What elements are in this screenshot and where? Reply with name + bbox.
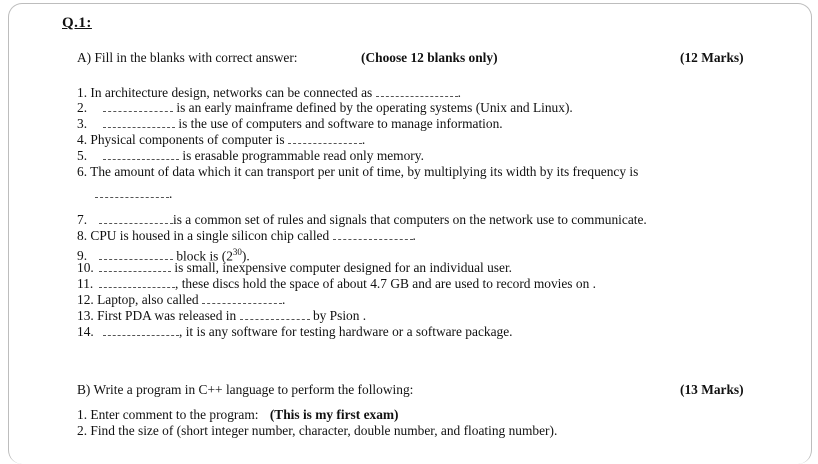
answer-blank bbox=[376, 86, 458, 97]
item-number: 14. bbox=[77, 324, 94, 339]
item-text-end: ). bbox=[241, 248, 250, 264]
answer-blank bbox=[202, 293, 282, 304]
section-b-title: B) Write a program in C++ language to perform the following: bbox=[77, 382, 414, 397]
answer-blank bbox=[99, 261, 171, 272]
item-text: , it is any software for testing hardware or a software package. bbox=[179, 324, 513, 339]
answer-blank bbox=[333, 229, 413, 240]
item-text: is a common set of rules and signals that computers on the network use to communicate. bbox=[173, 212, 647, 227]
list-item-4 bbox=[77, 132, 365, 148]
item-text: CPU is housed in a single silicon chip called bbox=[90, 228, 330, 243]
item-text: is an early mainframe defined by the operating systems (Unix and Linux). bbox=[176, 100, 573, 115]
item-text: is erasable programmable read only memory. bbox=[182, 148, 424, 163]
item-number: 6. bbox=[77, 164, 88, 179]
item-number: 9. bbox=[77, 248, 88, 264]
answer-blank bbox=[99, 249, 173, 260]
answer-blank bbox=[240, 309, 310, 320]
list-item-7 bbox=[77, 212, 647, 228]
item-text: Physical components of computer is bbox=[90, 132, 285, 147]
item-number: 7. bbox=[77, 212, 88, 227]
answer-blank bbox=[103, 149, 179, 160]
answer-blank bbox=[288, 133, 362, 144]
item-number: 2. bbox=[77, 100, 88, 115]
item-number: 4. bbox=[77, 132, 88, 147]
section-a-marks: (12 Marks) bbox=[680, 50, 744, 65]
item-number: 13. bbox=[77, 308, 94, 323]
item-number: 5. bbox=[77, 148, 88, 163]
item-text: block is (2 bbox=[176, 248, 233, 264]
list-item-14 bbox=[77, 324, 513, 340]
answer-blank bbox=[103, 325, 179, 336]
answer-blank bbox=[95, 187, 169, 198]
item-text-end: by Psion . bbox=[312, 308, 367, 323]
answer-blank bbox=[103, 117, 175, 128]
section-a-title: A) Fill in the blanks with correct answer: bbox=[77, 50, 298, 65]
item-text: The amount of data which it can transport per unit of time, by multiplying its width by its frequency is bbox=[90, 164, 639, 179]
list-item-10 bbox=[77, 260, 512, 276]
item-text: is the use of computers and software to manage information. bbox=[178, 116, 503, 131]
item-text-end: . bbox=[169, 186, 173, 201]
list-item-5 bbox=[77, 148, 424, 164]
list-item-3 bbox=[77, 116, 503, 132]
list-item-2 bbox=[77, 100, 573, 116]
item-text: First PDA was released in bbox=[97, 308, 237, 323]
list-item-6-blank-line bbox=[95, 186, 172, 202]
item-number: 3. bbox=[77, 116, 88, 131]
answer-blank bbox=[99, 277, 175, 288]
list-item-11 bbox=[77, 276, 596, 292]
item-text: 1. Enter comment to the program: bbox=[77, 407, 259, 422]
answer-blank bbox=[103, 101, 173, 112]
section-b-marks: (13 Marks) bbox=[680, 382, 744, 397]
item-number: 11. bbox=[77, 276, 94, 291]
item-text: is small, inexpensive computer designed for an individual user. bbox=[174, 260, 513, 275]
item-text-end: . bbox=[412, 228, 416, 243]
list-item-8 bbox=[77, 228, 416, 244]
section-b-item-2: 2. Find the size of (short integer number, character, double number, and floating number). bbox=[77, 423, 558, 438]
list-item-6 bbox=[77, 164, 638, 180]
section-a-choose: (Choose 12 blanks only) bbox=[361, 50, 498, 65]
item-number: 1. bbox=[77, 85, 88, 100]
item-number: 10. bbox=[77, 260, 94, 275]
item-text: In architecture design, networks can be connected as bbox=[90, 85, 373, 100]
section-b-item-1 bbox=[77, 407, 399, 423]
item-number: 12. bbox=[77, 292, 94, 307]
list-item-12 bbox=[77, 292, 285, 308]
item-number: 8. bbox=[77, 228, 88, 243]
item-text: Laptop, also called bbox=[97, 292, 199, 307]
question-heading: Q.1: bbox=[62, 15, 92, 31]
list-item-1 bbox=[77, 85, 461, 101]
answer-blank bbox=[99, 213, 173, 224]
item-text-end: . bbox=[361, 132, 366, 147]
item-bold-text: (This is my first exam) bbox=[269, 407, 399, 422]
item-text-end: . bbox=[281, 292, 286, 307]
item-text-end: . bbox=[457, 85, 461, 100]
list-item-13 bbox=[77, 308, 366, 324]
item-superscript: 30 bbox=[232, 247, 242, 257]
item-text: , these discs hold the space of about 4.7 GB and are used to record movies on . bbox=[175, 276, 596, 291]
